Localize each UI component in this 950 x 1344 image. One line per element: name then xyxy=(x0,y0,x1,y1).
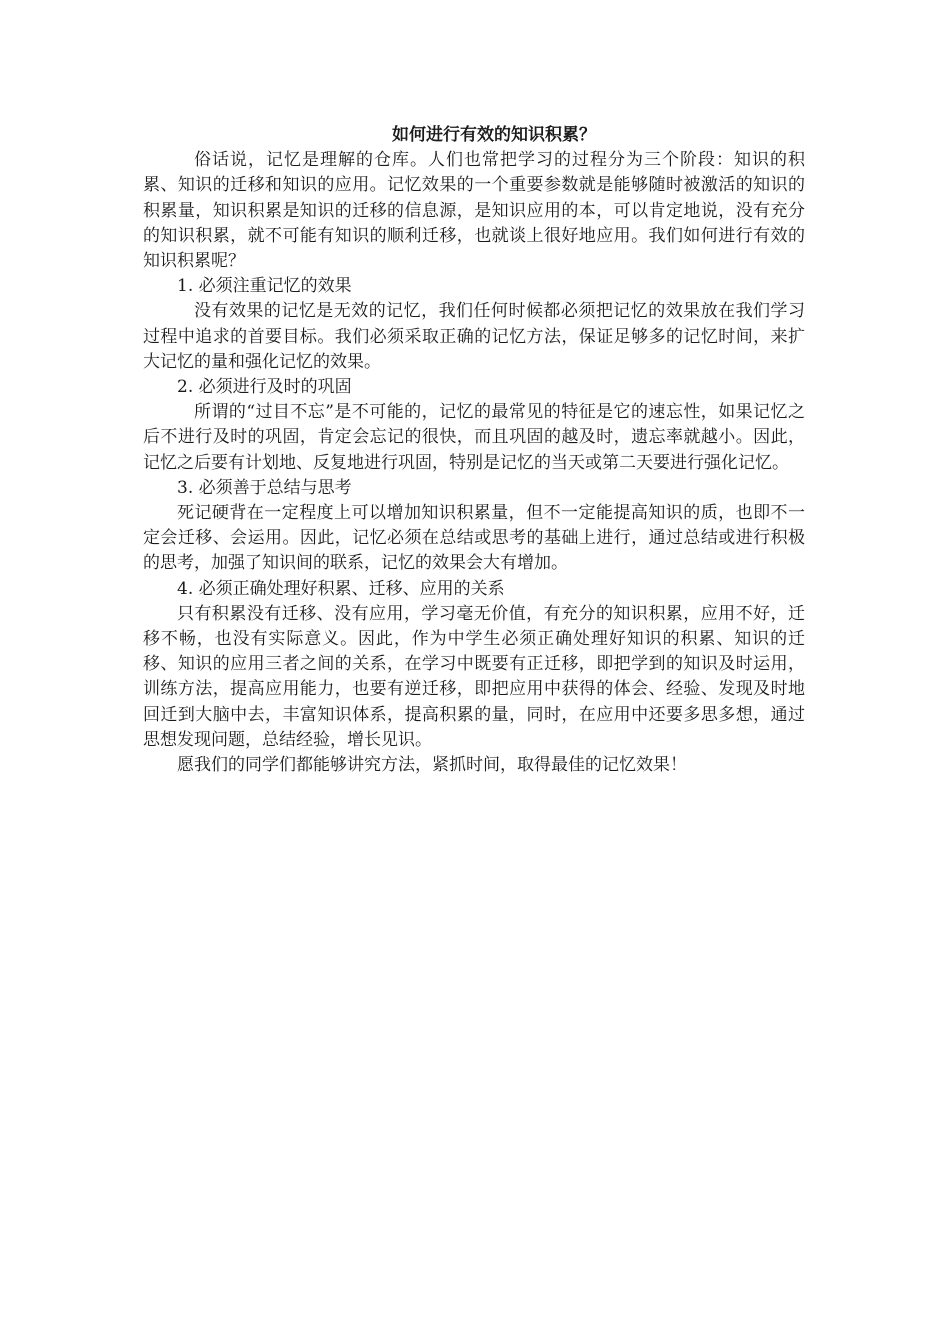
section-body-2: 所谓的“过目不忘”是不可能的，记忆的最常见的特征是它的速忘性，如果记忆之后不进行及时的巩固，肯定会忘记的很快，而且巩固的越及时，遗忘率就越小。因此，记忆之后要有计划地、反复地进行巩固，特别是记忆的当天或第二天要进行强化记忆。 xyxy=(143,402,805,473)
document-title: 如何进行有效的知识积累？ xyxy=(392,125,596,145)
section-heading-2: 2. 必须进行及时的巩固 xyxy=(177,377,352,398)
intro-paragraph: 俗话说，记忆是理解的仓库。人们也常把学习的过程分为三个阶段：知识的积累、知识的迁移和知识的应用。记忆效果的一个重要参数就是能够随时被激活的知识的积累量，知识积累是知识的迁移的信息源，是知识应用的本，可以肯定地说，没有充分的知识积累，就不可能有知识的顺利迁移，也就谈上很好地应用。我们如何进行有效的知识积累呢？ xyxy=(143,150,805,272)
section-body-3: 死记硬背在一定程度上可以增加知识积累量，但不一定能提高知识的质，也即不一定会迁移、会运用。因此，记忆必须在总结或思考的基础上进行，通过总结或进行积极的思考，加强了知识间的联系，记忆的效果会大有增加。 xyxy=(143,503,805,574)
section-heading-4: 4. 必须正确处理好积累、迁移、应用的关系 xyxy=(177,578,505,599)
document-page xyxy=(143,123,805,778)
section-body-4: 只有积累没有迁移、没有应用，学习毫无价值，有充分的知识积累，应用不好，迁移不畅，也没有实际意义。因此，作为中学生必须正确处理好知识的积累、知识的迁移、知识的应用三者之间的关系，在学习中既要有正迁移，即把学到的知识及时运用，训练方法，提高应用能力，也要有逆迁移，即把应用中获得的体会、经验、发现及时地回迁到大脑中去，丰富知识体系，提高积累的量，同时，在应用中还要多思多想，通过思想发现问题，总结经验，增长见识。 xyxy=(143,603,805,750)
section-heading-1: 1. 必须注重记忆的效果 xyxy=(177,276,352,297)
section-body-1: 没有效果的记忆是无效的记忆，我们任何时候都必须把记忆的效果放在我们学习过程中追求的首要目标。我们必须采取正确的记忆方法，保证足够多的记忆时间，来扩大记忆的量和强化记忆的效果。 xyxy=(143,301,805,372)
closing-paragraph: 愿我们的同学们都能够讲究方法，紧抓时间，取得最佳的记忆效果！ xyxy=(177,755,687,776)
section-heading-3: 3. 必须善于总结与思考 xyxy=(177,477,352,498)
